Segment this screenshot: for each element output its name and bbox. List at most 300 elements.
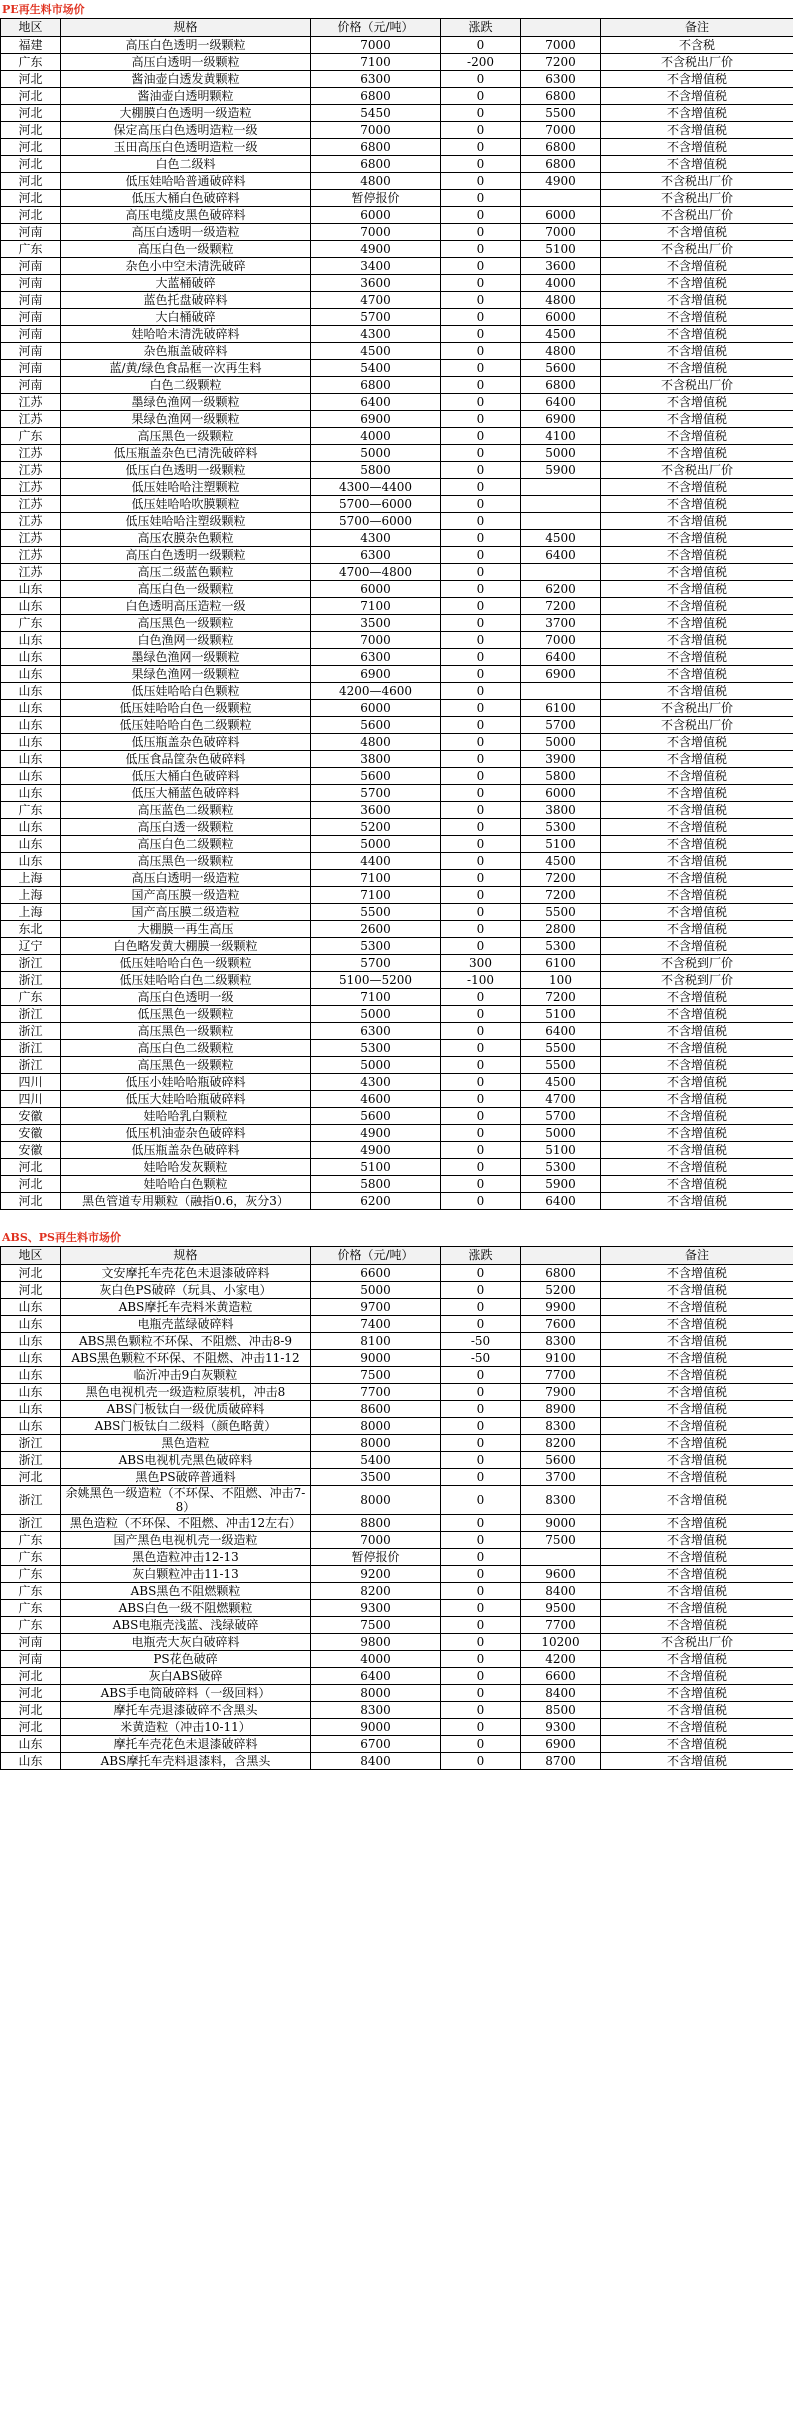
row-price: 6800: [311, 156, 441, 173]
row-value: 6900: [521, 666, 601, 683]
row-region: 河北: [1, 71, 61, 88]
row-value: 6400: [521, 1023, 601, 1040]
row-change: 0: [441, 1282, 521, 1299]
row-value: 6400: [521, 394, 601, 411]
row-region: 浙江: [1, 1452, 61, 1469]
row-region: 广东: [1, 989, 61, 1006]
row-spec: 高压电缆皮黑色破碎料: [61, 207, 311, 224]
row-region: 河北: [1, 1282, 61, 1299]
row-region: 山东: [1, 598, 61, 615]
row-spec: 电瓶壳蓝绿破碎料: [61, 1316, 311, 1333]
row-spec: 黑色管道专用颗粒（融指0.6，灰分3）: [61, 1193, 311, 1210]
header-region: 地区: [1, 19, 61, 37]
row-spec: ABS门板钛白一级优质破碎料: [61, 1401, 311, 1418]
row-spec: 蓝色托盘破碎料: [61, 292, 311, 309]
row-price: 7100: [311, 870, 441, 887]
row-price: 6800: [311, 377, 441, 394]
row-note: 不含增值税: [601, 1006, 793, 1023]
row-value: 5600: [521, 360, 601, 377]
row-note: 不含增值税: [601, 734, 793, 751]
row-value: 6800: [521, 139, 601, 156]
row-region: 浙江: [1, 1006, 61, 1023]
row-region: 浙江: [1, 955, 61, 972]
table-row: [1, 1316, 793, 1333]
table-row: [1, 1702, 793, 1719]
row-region: 广东: [1, 1532, 61, 1549]
pe-price-table: [0, 18, 793, 1210]
row-change: 0: [441, 632, 521, 649]
row-value: 6900: [521, 411, 601, 428]
row-spec: 米黄造粒（冲击10-11）: [61, 1719, 311, 1736]
row-region: 河北: [1, 156, 61, 173]
row-region: 东北: [1, 921, 61, 938]
table-row: [1, 581, 793, 598]
row-note: 不含增值税: [601, 751, 793, 768]
row-spec: 高压黑色一级颗粒: [61, 615, 311, 632]
row-region: 广东: [1, 1583, 61, 1600]
row-region: 广东: [1, 615, 61, 632]
row-value: 6000: [521, 309, 601, 326]
row-change: 0: [441, 1176, 521, 1193]
row-value: 6000: [521, 207, 601, 224]
row-change: 0: [441, 1006, 521, 1023]
row-price: 7500: [311, 1617, 441, 1634]
row-change: 0: [441, 1532, 521, 1549]
row-spec: 低压娃哈哈吹膜颗粒: [61, 496, 311, 513]
row-change: 0: [441, 1685, 521, 1702]
table-row: [1, 1091, 793, 1108]
row-spec: 高压白透明一级颗粒: [61, 54, 311, 71]
row-change: 0: [441, 428, 521, 445]
row-region: 上海: [1, 870, 61, 887]
row-spec: ABS摩托车壳料米黄造粒: [61, 1299, 311, 1316]
row-change: 0: [441, 564, 521, 581]
table-row: [1, 717, 793, 734]
row-note: 不含税到厂价: [601, 972, 793, 989]
row-change: 0: [441, 1401, 521, 1418]
row-region: 广东: [1, 241, 61, 258]
row-note: 不含增值税: [601, 1668, 793, 1685]
row-price: 9200: [311, 1566, 441, 1583]
header-spec: 规格: [61, 19, 311, 37]
row-note: 不含增值税: [601, 870, 793, 887]
row-region: 河南: [1, 377, 61, 394]
row-spec: 大棚膜白色透明一级造粒: [61, 105, 311, 122]
row-spec: 低压瓶盖杂色破碎料: [61, 1142, 311, 1159]
table-row: [1, 1549, 793, 1566]
row-note: 不含税出厂价: [601, 173, 793, 190]
row-price: 7000: [311, 632, 441, 649]
row-note: 不含增值税: [601, 1401, 793, 1418]
row-spec: 果绿色渔网一级颗粒: [61, 666, 311, 683]
row-note: 不含增值税: [601, 1685, 793, 1702]
row-change: 0: [441, 581, 521, 598]
table-row: [1, 1617, 793, 1634]
row-value: 6100: [521, 955, 601, 972]
row-price: 4300: [311, 326, 441, 343]
row-note: 不含增值税: [601, 564, 793, 581]
row-change: 0: [441, 683, 521, 700]
row-note: 不含增值税: [601, 1125, 793, 1142]
table-row: [1, 156, 793, 173]
row-price: 4400: [311, 853, 441, 870]
row-price: 4800: [311, 734, 441, 751]
row-note: 不含增值税: [601, 1159, 793, 1176]
row-region: 河北: [1, 190, 61, 207]
row-spec: 低压瓶盖杂色已清洗破碎料: [61, 445, 311, 462]
row-value: 5900: [521, 1176, 601, 1193]
row-value: 4700: [521, 1091, 601, 1108]
row-value: 7200: [521, 989, 601, 1006]
row-note: 不含增值税: [601, 1350, 793, 1367]
row-value: 6400: [521, 1193, 601, 1210]
row-spec: ABS黑色不阻燃颗粒: [61, 1583, 311, 1600]
row-value: 8300: [521, 1486, 601, 1515]
row-price: 4600: [311, 1091, 441, 1108]
row-region: 山东: [1, 632, 61, 649]
table-row: [1, 1006, 793, 1023]
row-price: 3500: [311, 615, 441, 632]
row-note: 不含增值税: [601, 1617, 793, 1634]
row-note: 不含税: [601, 37, 793, 54]
row-change: 0: [441, 445, 521, 462]
row-region: 山东: [1, 1384, 61, 1401]
row-price: 3600: [311, 802, 441, 819]
row-value: [521, 1549, 601, 1566]
row-region: 山东: [1, 700, 61, 717]
row-note: 不含增值税: [601, 649, 793, 666]
row-value: 7000: [521, 632, 601, 649]
row-spec: 白色略发黄大棚膜一级颗粒: [61, 938, 311, 955]
row-value: 4200: [521, 1651, 601, 1668]
row-price: 9800: [311, 1634, 441, 1651]
row-region: 河北: [1, 207, 61, 224]
table-row: [1, 1532, 793, 1549]
row-spec: 低压娃哈哈普通破碎料: [61, 173, 311, 190]
row-region: 浙江: [1, 1435, 61, 1452]
row-change: 0: [441, 1316, 521, 1333]
table-row: [1, 105, 793, 122]
header-note: 备注: [601, 19, 793, 37]
row-spec: PS花色破碎: [61, 1651, 311, 1668]
row-change: 0: [441, 870, 521, 887]
row-value: 9000: [521, 1515, 601, 1532]
row-spec: 低压娃哈哈白色颗粒: [61, 683, 311, 700]
table-row: [1, 1515, 793, 1532]
table-row: [1, 428, 793, 445]
row-value: 4800: [521, 343, 601, 360]
header-price: 价格（元/吨）: [311, 1247, 441, 1265]
row-spec: 低压机油壶杂色破碎料: [61, 1125, 311, 1142]
table-row: [1, 1193, 793, 1210]
row-value: 3700: [521, 1469, 601, 1486]
row-note: 不含增值税: [601, 1108, 793, 1125]
row-change: 0: [441, 292, 521, 309]
table-row: [1, 479, 793, 496]
row-region: 江苏: [1, 513, 61, 530]
row-region: 河北: [1, 88, 61, 105]
table-row: [1, 360, 793, 377]
row-note: 不含增值税: [601, 1265, 793, 1282]
row-price: 5000: [311, 1006, 441, 1023]
row-value: 7000: [521, 122, 601, 139]
row-spec: 玉田高压白色透明造粒一级: [61, 139, 311, 156]
row-spec: 白色二级料: [61, 156, 311, 173]
abs-section: [0, 1228, 793, 1770]
row-spec: 低压娃哈哈白色一级颗粒: [61, 955, 311, 972]
row-spec: 低压娃哈哈白色二级颗粒: [61, 717, 311, 734]
row-price: 4000: [311, 1651, 441, 1668]
row-region: 安徽: [1, 1142, 61, 1159]
row-spec: 摩托车壳花色未退漆破碎料: [61, 1736, 311, 1753]
row-region: 广东: [1, 802, 61, 819]
row-note: 不含增值税: [601, 1091, 793, 1108]
row-change: 0: [441, 275, 521, 292]
row-spec: 高压黑色一级颗粒: [61, 1023, 311, 1040]
row-price: 7000: [311, 1532, 441, 1549]
row-price: 4300—4400: [311, 479, 441, 496]
row-spec: 低压娃哈哈注塑颗粒: [61, 479, 311, 496]
row-price: 5200: [311, 819, 441, 836]
row-change: 0: [441, 1057, 521, 1074]
row-value: [521, 513, 601, 530]
row-value: 5000: [521, 445, 601, 462]
row-spec: 白色透明高压造粒一级: [61, 598, 311, 615]
row-value: 8500: [521, 1702, 601, 1719]
row-change: 0: [441, 1469, 521, 1486]
row-note: 不含增值税: [601, 1367, 793, 1384]
row-spec: 高压农膜杂色颗粒: [61, 530, 311, 547]
row-spec: 低压食品筐杂色破碎料: [61, 751, 311, 768]
table-row: [1, 1600, 793, 1617]
row-note: 不含税出厂价: [601, 717, 793, 734]
row-price: 7000: [311, 122, 441, 139]
row-price: 5800: [311, 462, 441, 479]
row-change: 0: [441, 1159, 521, 1176]
row-value: 3800: [521, 802, 601, 819]
row-value: 7200: [521, 598, 601, 615]
row-value: 5100: [521, 1006, 601, 1023]
table-row: [1, 955, 793, 972]
row-value: 8700: [521, 1753, 601, 1770]
row-region: 河北: [1, 1265, 61, 1282]
row-spec: 蓝/黄/绿色食品框一次再生料: [61, 360, 311, 377]
row-spec: 高压二级蓝色颗粒: [61, 564, 311, 581]
row-value: 5500: [521, 1040, 601, 1057]
row-region: 江苏: [1, 530, 61, 547]
table-row: [1, 513, 793, 530]
row-note: 不含增值税: [601, 1193, 793, 1210]
row-note: 不含增值税: [601, 921, 793, 938]
row-note: 不含税出厂价: [601, 54, 793, 71]
row-value: [521, 564, 601, 581]
row-region: 山东: [1, 1418, 61, 1435]
row-price: 6300: [311, 649, 441, 666]
row-region: 安徽: [1, 1108, 61, 1125]
row-value: 5000: [521, 734, 601, 751]
row-value: 5700: [521, 717, 601, 734]
row-price: 5600: [311, 717, 441, 734]
row-region: 河北: [1, 1176, 61, 1193]
table-row: [1, 1418, 793, 1435]
row-change: -200: [441, 54, 521, 71]
row-region: 江苏: [1, 411, 61, 428]
row-value: [521, 496, 601, 513]
row-note: 不含增值税: [601, 1299, 793, 1316]
row-note: 不含增值税: [601, 156, 793, 173]
row-change: 0: [441, 1651, 521, 1668]
row-note: 不含增值税: [601, 258, 793, 275]
row-note: 不含增值税: [601, 989, 793, 1006]
row-region: 浙江: [1, 1057, 61, 1074]
row-change: 0: [441, 938, 521, 955]
table-row: [1, 1367, 793, 1384]
row-note: 不含增值税: [601, 802, 793, 819]
row-price: 6800: [311, 88, 441, 105]
row-note: 不含税出厂价: [601, 700, 793, 717]
row-note: 不含增值税: [601, 615, 793, 632]
row-spec: 娃哈哈白色颗粒: [61, 1176, 311, 1193]
row-spec: 灰白颗粒冲击11-13: [61, 1566, 311, 1583]
row-region: 河北: [1, 139, 61, 156]
row-spec: 高压白色透明一级颗粒: [61, 547, 311, 564]
row-change: 0: [441, 479, 521, 496]
row-value: 6600: [521, 1668, 601, 1685]
row-region: 河北: [1, 1685, 61, 1702]
row-value: 5000: [521, 1125, 601, 1142]
row-note: 不含增值税: [601, 139, 793, 156]
row-change: 0: [441, 615, 521, 632]
row-region: 广东: [1, 1600, 61, 1617]
row-price: 6900: [311, 666, 441, 683]
row-spec: 大棚膜一再生高压: [61, 921, 311, 938]
row-note: 不含增值税: [601, 1702, 793, 1719]
row-note: 不含增值税: [601, 581, 793, 598]
row-value: 6800: [521, 377, 601, 394]
row-note: 不含增值税: [601, 666, 793, 683]
table-row: [1, 989, 793, 1006]
row-note: 不含增值税: [601, 530, 793, 547]
row-value: 7000: [521, 37, 601, 54]
row-note: 不含增值税: [601, 360, 793, 377]
table-row: [1, 666, 793, 683]
row-note: 不含增值税: [601, 1566, 793, 1583]
row-price: 8000: [311, 1486, 441, 1515]
row-spec: 灰白色PS破碎（玩具、小家电）: [61, 1282, 311, 1299]
row-note: 不含增值税: [601, 632, 793, 649]
row-price: 6300: [311, 1023, 441, 1040]
row-spec: 黑色造粒: [61, 1435, 311, 1452]
row-region: 河北: [1, 105, 61, 122]
row-price: 6900: [311, 411, 441, 428]
row-region: 山东: [1, 768, 61, 785]
row-region: 河北: [1, 1159, 61, 1176]
row-price: 8300: [311, 1702, 441, 1719]
row-value: 5300: [521, 1159, 601, 1176]
row-change: 0: [441, 700, 521, 717]
abs-table-header: [1, 1247, 793, 1265]
row-region: 山东: [1, 819, 61, 836]
row-price: 6000: [311, 207, 441, 224]
row-change: 0: [441, 989, 521, 1006]
row-note: 不含增值税: [601, 887, 793, 904]
table-row: [1, 1486, 793, 1515]
row-price: 8000: [311, 1435, 441, 1452]
row-note: 不含增值税: [601, 394, 793, 411]
row-value: 6400: [521, 649, 601, 666]
row-note: 不含增值税: [601, 1316, 793, 1333]
table-row: [1, 224, 793, 241]
row-price: 6400: [311, 1668, 441, 1685]
row-change: 0: [441, 666, 521, 683]
row-spec: 高压白色透明一级: [61, 989, 311, 1006]
table-row: [1, 496, 793, 513]
row-value: 3900: [521, 751, 601, 768]
table-row: [1, 190, 793, 207]
row-region: 江苏: [1, 496, 61, 513]
row-change: 0: [441, 1125, 521, 1142]
row-note: 不含税到厂价: [601, 955, 793, 972]
table-row: [1, 1176, 793, 1193]
row-region: 山东: [1, 581, 61, 598]
row-value: 5100: [521, 836, 601, 853]
table-row: [1, 462, 793, 479]
row-value: 4500: [521, 530, 601, 547]
row-change: 0: [441, 343, 521, 360]
row-change: 300: [441, 955, 521, 972]
row-price: 6600: [311, 1265, 441, 1282]
row-region: 河北: [1, 1719, 61, 1736]
row-value: 100: [521, 972, 601, 989]
row-value: 6800: [521, 156, 601, 173]
table-row: [1, 309, 793, 326]
row-region: 山东: [1, 1753, 61, 1770]
row-note: 不含增值税: [601, 1719, 793, 1736]
row-region: 山东: [1, 836, 61, 853]
row-spec: 低压大桶蓝色破碎料: [61, 785, 311, 802]
table-row: [1, 207, 793, 224]
row-value: 5200: [521, 1282, 601, 1299]
row-price: 3800: [311, 751, 441, 768]
row-change: 0: [441, 921, 521, 938]
row-value: 7700: [521, 1367, 601, 1384]
table-row: [1, 1736, 793, 1753]
table-row: [1, 1668, 793, 1685]
table-row: [1, 326, 793, 343]
row-change: 0: [441, 1108, 521, 1125]
row-value: 6800: [521, 88, 601, 105]
table-row: [1, 785, 793, 802]
row-change: 0: [441, 224, 521, 241]
row-region: 山东: [1, 1350, 61, 1367]
row-change: 0: [441, 751, 521, 768]
table-row: [1, 411, 793, 428]
row-region: 江苏: [1, 479, 61, 496]
row-value: 5500: [521, 904, 601, 921]
row-change: 0: [441, 1265, 521, 1282]
row-value: 6000: [521, 785, 601, 802]
row-spec: ABS门板钛白二级料（颜色略黄）: [61, 1418, 311, 1435]
row-region: 山东: [1, 734, 61, 751]
row-change: 0: [441, 887, 521, 904]
row-price: 5400: [311, 360, 441, 377]
row-price: 8000: [311, 1685, 441, 1702]
row-change: 0: [441, 1486, 521, 1515]
table-row: [1, 768, 793, 785]
row-spec: 娃哈哈乳白颗粒: [61, 1108, 311, 1125]
row-spec: 低压娃哈哈白色一级颗粒: [61, 700, 311, 717]
row-price: 5700: [311, 785, 441, 802]
